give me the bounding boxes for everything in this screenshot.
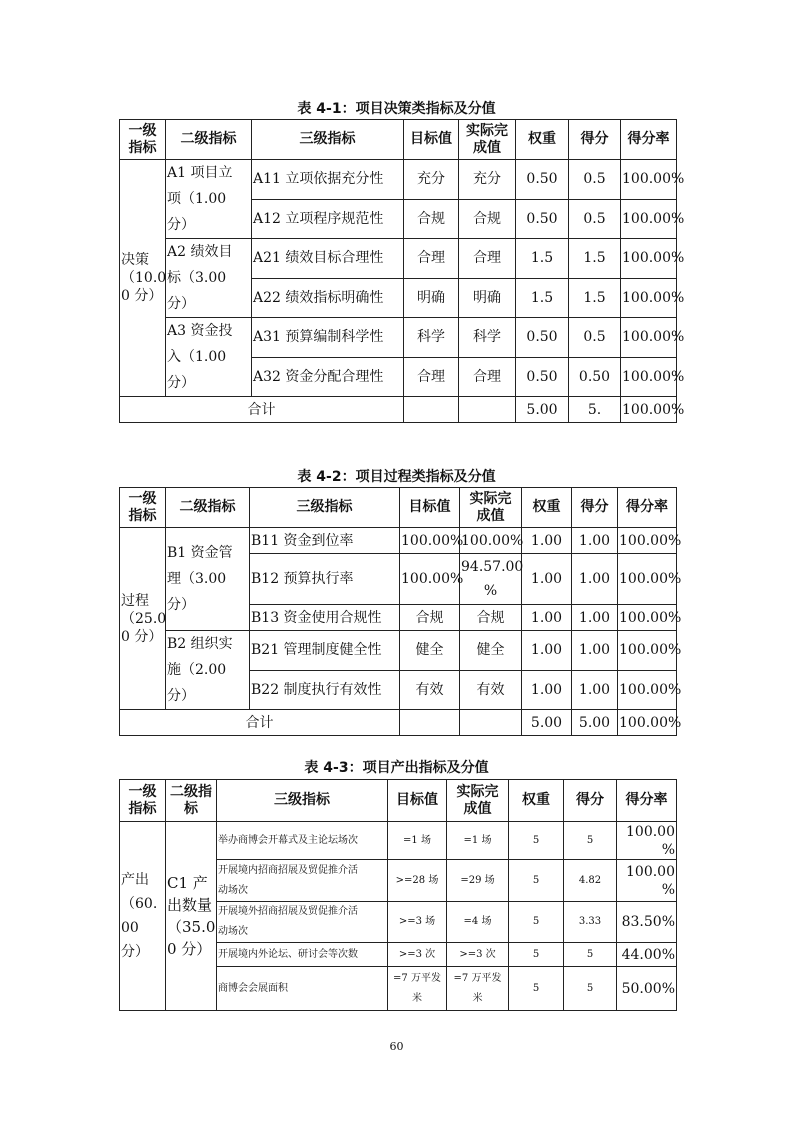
header-cell: 目标值	[400, 488, 460, 528]
total-score: 5.	[569, 397, 621, 423]
indicator-cell: 举办商博会开幕式及主论坛场次	[217, 822, 388, 860]
weight-cell: 1.00	[522, 605, 572, 631]
level1-cell: 产出 （60. 00 分）	[120, 822, 166, 1011]
rate-cell: 100.00%	[618, 631, 677, 671]
indicator-cell: A11 立项依据充分性	[252, 160, 404, 200]
target-cell: 合规	[400, 605, 460, 631]
rate-cell: 100.00 %	[617, 822, 677, 860]
level2-cell: B1 资金管 理（3.00 分）	[166, 528, 250, 631]
level2-cell: A1 项目立 项（1.00 分）	[166, 160, 252, 239]
indicator-cell: B12 预算执行率	[250, 554, 400, 605]
target-cell: >=28 场	[388, 860, 447, 902]
header-cell: 三级指标	[250, 488, 400, 528]
table-row	[120, 822, 677, 860]
rate-cell: 100.00%	[621, 199, 677, 239]
weight-cell: 1.00	[522, 554, 572, 605]
actual-cell: =1 场	[447, 822, 509, 860]
score-cell: 1.00	[572, 670, 618, 710]
weight-cell: 0.50	[516, 199, 569, 239]
indicator-cell: A21 绩效目标合理性	[252, 239, 404, 279]
target-cell: =1 场	[388, 822, 447, 860]
header-cell: 目标值	[404, 120, 459, 160]
table1-caption: 表 4-1：项目决策类指标及分值	[297, 101, 496, 117]
indicator-cell: 开展境内招商招展及贸促推介活 动场次	[217, 860, 388, 902]
header-cell: 得分率	[621, 120, 677, 160]
target-cell: 科学	[404, 318, 459, 358]
score-cell: 4.82	[564, 860, 617, 902]
weight-cell: 5	[509, 860, 564, 902]
target-cell: 合规	[404, 199, 459, 239]
table2-caption: 表 4-2：项目过程类指标及分值	[297, 469, 496, 485]
total-score: 5.00	[572, 710, 618, 736]
actual-cell: 94.57.00 %	[460, 554, 522, 605]
total-label: 合计	[120, 710, 400, 736]
target-cell: 有效	[400, 670, 460, 710]
header-cell: 一级 指标	[120, 780, 166, 822]
indicator-cell: A22 绩效指标明确性	[252, 278, 404, 318]
header-cell: 一级 指标	[120, 488, 166, 528]
total-row	[120, 710, 677, 736]
actual-cell: =7 万平发 米	[447, 967, 509, 1011]
header-cell: 得分率	[618, 488, 677, 528]
page-number: 60	[389, 1040, 404, 1053]
indicator-cell: 商博会会展面积	[217, 967, 388, 1011]
header-cell: 一级 指标	[120, 120, 166, 160]
header-cell: 实际完 成值	[460, 488, 522, 528]
score-cell: 3.33	[564, 902, 617, 943]
rate-cell: 100.00%	[618, 554, 677, 605]
header-cell: 三级指标	[217, 780, 388, 822]
header-cell: 二级指 标	[166, 780, 217, 822]
rate-cell: 100.00%	[621, 239, 677, 279]
target-cell: 明确	[404, 278, 459, 318]
process-table	[119, 487, 682, 736]
total-label: 合计	[120, 397, 404, 423]
score-cell: 1.00	[572, 605, 618, 631]
actual-cell: 合理	[459, 357, 516, 397]
indicator-cell: B13 资金使用合规性	[250, 605, 400, 631]
score-cell: 0.5	[569, 199, 621, 239]
weight-cell: 5	[509, 967, 564, 1011]
indicator-cell: 开展境内外论坛、研讨会等次数	[217, 943, 388, 967]
weight-cell: 1.00	[522, 670, 572, 710]
level2-cell: B2 组织实 施（2.00 分）	[166, 631, 250, 710]
table-header-row	[120, 780, 677, 822]
header-cell: 得分	[564, 780, 617, 822]
score-cell: 0.50	[569, 357, 621, 397]
rate-cell: 100.00%	[621, 357, 677, 397]
table-row	[120, 318, 677, 358]
table-row	[120, 528, 677, 554]
weight-cell: 0.50	[516, 160, 569, 200]
score-cell: 1.5	[569, 239, 621, 279]
target-cell: >=3 场	[388, 902, 447, 943]
table-row	[120, 631, 677, 671]
score-cell: 1.00	[572, 631, 618, 671]
indicator-cell: B21 管理制度健全性	[250, 631, 400, 671]
indicator-cell: A32 资金分配合理性	[252, 357, 404, 397]
table-header-row	[120, 120, 677, 160]
score-cell: 5	[564, 943, 617, 967]
total-rate: 100.00%	[621, 397, 677, 423]
score-cell: 1.5	[569, 278, 621, 318]
actual-cell: 合规	[460, 605, 522, 631]
header-cell: 实际完 成值	[447, 780, 509, 822]
header-cell: 二级指标	[166, 488, 250, 528]
rate-cell: 44.00%	[617, 943, 677, 967]
target-cell: 充分	[404, 160, 459, 200]
weight-cell: 1.00	[522, 528, 572, 554]
header-cell: 目标值	[388, 780, 447, 822]
actual-cell: 科学	[459, 318, 516, 358]
target-cell: 健全	[400, 631, 460, 671]
header-cell: 三级指标	[252, 120, 404, 160]
level2-cell: C1 产 出数量 （35.0 0 分）	[166, 822, 217, 1011]
target-cell: =7 万平发 米	[388, 967, 447, 1011]
rate-cell: 100.00%	[618, 670, 677, 710]
indicator-cell: A31 预算编制科学性	[252, 318, 404, 358]
actual-cell: 100.00%	[460, 528, 522, 554]
weight-cell: 5	[509, 902, 564, 943]
rate-cell: 83.50%	[617, 902, 677, 943]
actual-cell: 合规	[459, 199, 516, 239]
actual-cell: 有效	[460, 670, 522, 710]
header-cell: 权重	[522, 488, 572, 528]
table-header-row	[120, 488, 677, 528]
empty-cell	[404, 397, 459, 423]
actual-cell: =4 场	[447, 902, 509, 943]
score-cell: 0.5	[569, 160, 621, 200]
weight-cell: 5	[509, 822, 564, 860]
rate-cell: 100.00%	[621, 278, 677, 318]
target-cell: >=3 次	[388, 943, 447, 967]
weight-cell: 1.5	[516, 239, 569, 279]
weight-cell: 0.50	[516, 318, 569, 358]
target-cell: 合理	[404, 239, 459, 279]
actual-cell: 充分	[459, 160, 516, 200]
header-cell: 得分	[569, 120, 621, 160]
score-cell: 1.00	[572, 554, 618, 605]
table-row	[120, 239, 677, 279]
score-cell: 0.5	[569, 318, 621, 358]
indicator-cell: A12 立项程序规范性	[252, 199, 404, 239]
table-row	[120, 160, 677, 200]
empty-cell	[460, 710, 522, 736]
header-cell: 得分率	[617, 780, 677, 822]
actual-cell: 明确	[459, 278, 516, 318]
weight-cell: 5	[509, 943, 564, 967]
decision-table	[119, 119, 685, 423]
weight-cell: 0.50	[516, 357, 569, 397]
score-cell: 1.00	[572, 528, 618, 554]
header-cell: 权重	[516, 120, 569, 160]
rate-cell: 50.00%	[617, 967, 677, 1011]
target-cell: 100.00%	[400, 528, 460, 554]
rate-cell: 100.00 %	[617, 860, 677, 902]
indicator-cell: B11 资金到位率	[250, 528, 400, 554]
header-cell: 实际完 成值	[459, 120, 516, 160]
target-cell: 100.00%	[400, 554, 460, 605]
indicator-cell: 开展境外招商招展及贸促推介活 动场次	[217, 902, 388, 943]
actual-cell: >=3 次	[447, 943, 509, 967]
target-cell: 合理	[404, 357, 459, 397]
total-weight: 5.00	[516, 397, 569, 423]
indicator-cell: B22 制度执行有效性	[250, 670, 400, 710]
level2-cell: A2 绩效目 标（3.00 分）	[166, 239, 252, 318]
weight-cell: 1.5	[516, 278, 569, 318]
actual-cell: 合理	[459, 239, 516, 279]
rate-cell: 100.00%	[618, 605, 677, 631]
header-cell: 二级指标	[166, 120, 252, 160]
level1-cell: 决策 （10.0 0 分）	[120, 160, 166, 397]
score-cell: 5	[564, 967, 617, 1011]
actual-cell: 健全	[460, 631, 522, 671]
total-weight: 5.00	[522, 710, 572, 736]
rate-cell: 100.00%	[621, 160, 677, 200]
empty-cell	[400, 710, 460, 736]
table3-caption: 表 4-3：项目产出指标及分值	[304, 760, 489, 776]
weight-cell: 1.00	[522, 631, 572, 671]
header-cell: 得分	[572, 488, 618, 528]
rate-cell: 100.00%	[618, 528, 677, 554]
total-rate: 100.00%	[618, 710, 677, 736]
empty-cell	[459, 397, 516, 423]
actual-cell: =29 场	[447, 860, 509, 902]
output-table	[119, 779, 677, 1011]
score-cell: 5	[564, 822, 617, 860]
header-cell: 权重	[509, 780, 564, 822]
total-row	[120, 397, 677, 423]
rate-cell: 100.00%	[621, 318, 677, 358]
level1-cell: 过程 （25.0 0 分）	[120, 528, 166, 710]
level2-cell: A3 资金投 入（1.00 分）	[166, 318, 252, 397]
